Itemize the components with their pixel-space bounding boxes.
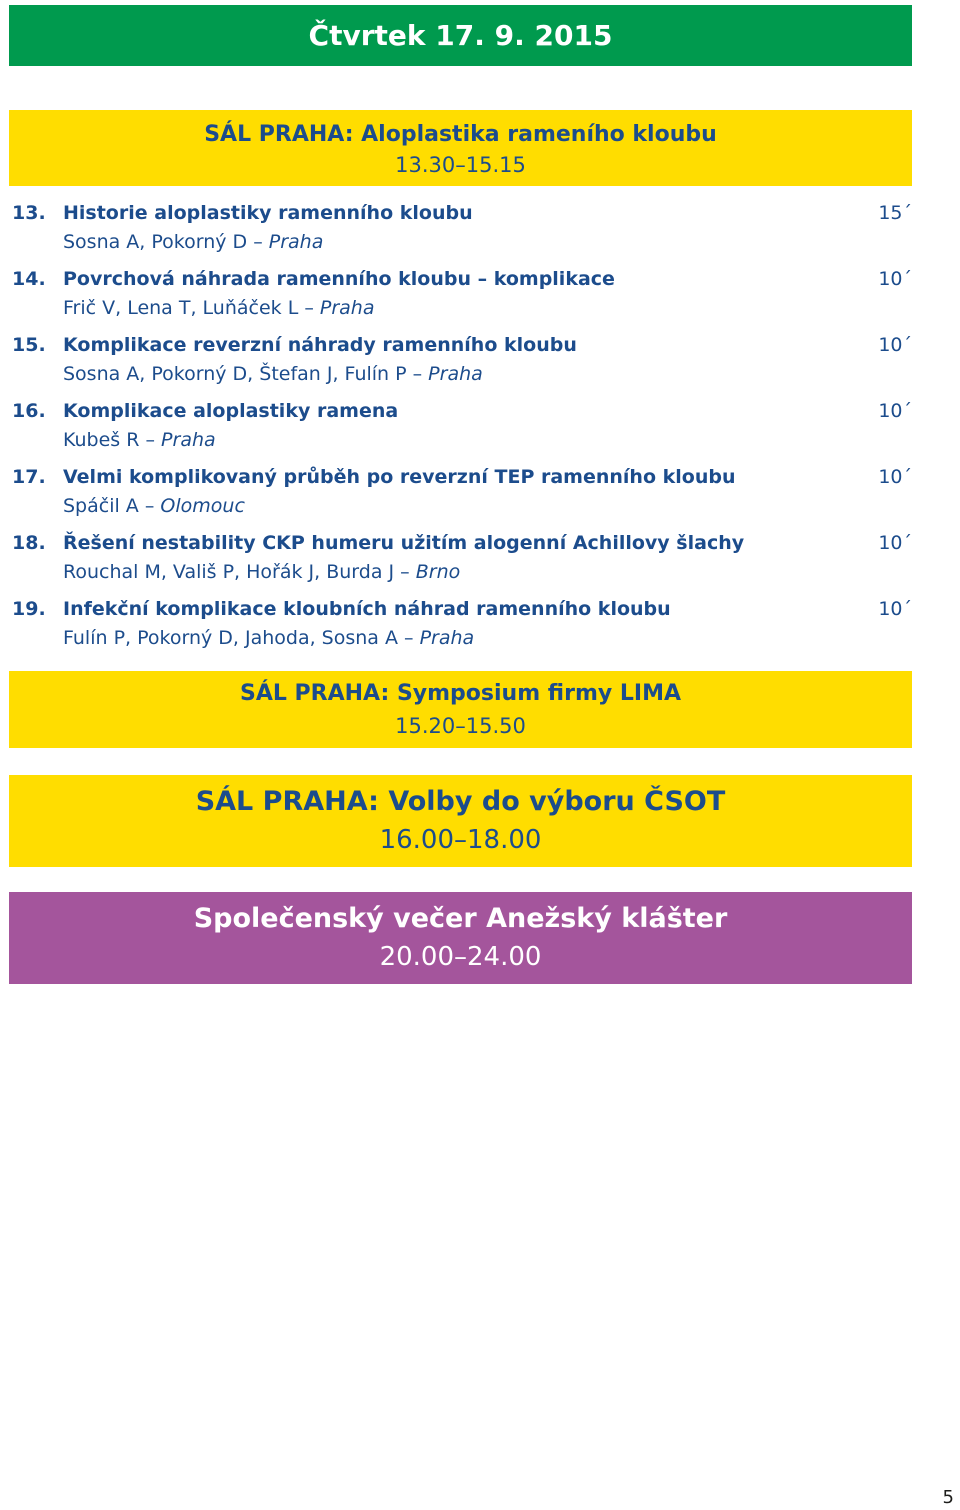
talk-item: [0, 397, 960, 463]
talk-item: [0, 463, 960, 529]
talk-number: 17.: [12, 466, 46, 488]
session-time: 13.30–15.15: [395, 153, 526, 177]
talk-title: Historie aloplastiky ramenního kloubu: [63, 202, 473, 224]
talk-authors: [63, 558, 460, 587]
talk-duration: 10´: [878, 466, 912, 488]
event-time: 20.00–24.00: [379, 942, 542, 972]
talk-city: Praha: [428, 363, 483, 385]
talk-number: 13.: [12, 202, 46, 224]
session-time: 15.20–15.50: [395, 714, 526, 738]
talk-number: 18.: [12, 532, 46, 554]
talk-authors: [63, 360, 483, 389]
event-title: Společenský večer Anežský klášter: [193, 903, 728, 934]
social-evening-banner: [9, 892, 912, 984]
talk-authors: [63, 426, 216, 455]
talk-author-names: Spáčil A –: [63, 495, 155, 517]
talk-city: Praha: [419, 627, 475, 649]
talk-number: 14.: [12, 268, 46, 290]
talk-authors: [63, 624, 474, 653]
session-time: 16.00–18.00: [379, 825, 542, 855]
talk-authors: [63, 294, 375, 323]
talk-duration: 15´: [878, 202, 912, 224]
talk-item: [0, 595, 960, 661]
talk-authors: [63, 228, 323, 257]
talk-author-names: Frič V, Lena T, Luňáček L –: [63, 297, 314, 319]
talk-title: Velmi komplikovaný průběh po reverzní TEP ramenního kloubu: [63, 466, 736, 488]
talk-author-names: Rouchal M, Vališ P, Hořák J, Burda J –: [63, 561, 410, 583]
session-title: SÁL PRAHA: Aloplastika rameního kloubu: [204, 122, 717, 147]
session-banner-aloplastika: [9, 110, 912, 186]
talk-duration: 10´: [878, 532, 912, 554]
day-header: Čtvrtek 17. 9. 2015: [9, 5, 912, 66]
talk-title: Komplikace aloplastiky ramena: [63, 400, 399, 422]
talk-item: [0, 199, 960, 265]
talk-duration: 10´: [878, 334, 912, 356]
talk-number: 15.: [12, 334, 46, 356]
talk-title: Komplikace reverzní náhrady ramenního kloubu: [63, 334, 577, 356]
talk-duration: 10´: [878, 598, 912, 620]
talk-title: Povrchová náhrada ramenního kloubu – komplikace: [63, 268, 615, 290]
talk-city: Praha: [268, 231, 324, 253]
talk-author-names: Sosna A, Pokorný D, Štefan J, Fulín P –: [63, 363, 423, 385]
session-banner-volby: [9, 775, 912, 867]
talk-number: 19.: [12, 598, 46, 620]
talk-city: Praha: [161, 429, 216, 451]
talk-item: [0, 331, 960, 397]
talk-title: Infekční komplikace kloubních náhrad ramenního kloubu: [63, 598, 671, 620]
talk-city: Brno: [415, 561, 461, 583]
talk-duration: 10´: [878, 268, 912, 290]
talk-number: 16.: [12, 400, 46, 422]
talk-item: [0, 529, 960, 595]
talk-item: [0, 265, 960, 331]
page-number: 5: [942, 1487, 954, 1508]
talk-author-names: Sosna A, Pokorný D –: [63, 231, 263, 253]
talk-author-names: Fulín P, Pokorný D, Jahoda, Sosna A –: [63, 627, 414, 649]
talk-city: Olomouc: [160, 495, 245, 517]
talk-duration: 10´: [878, 400, 912, 422]
talk-author-names: Kubeš R –: [63, 429, 155, 451]
session-banner-symposium: [9, 671, 912, 748]
talk-title: Řešení nestability CKP humeru užitím alogenní Achillovy šlachy: [63, 532, 745, 554]
session-title: SÁL PRAHA: Symposium firmy LIMA: [240, 681, 681, 706]
talk-authors: [63, 492, 245, 521]
talk-city: Praha: [319, 297, 375, 319]
session-title: SÁL PRAHA: Volby do výboru ČSOT: [195, 786, 726, 817]
